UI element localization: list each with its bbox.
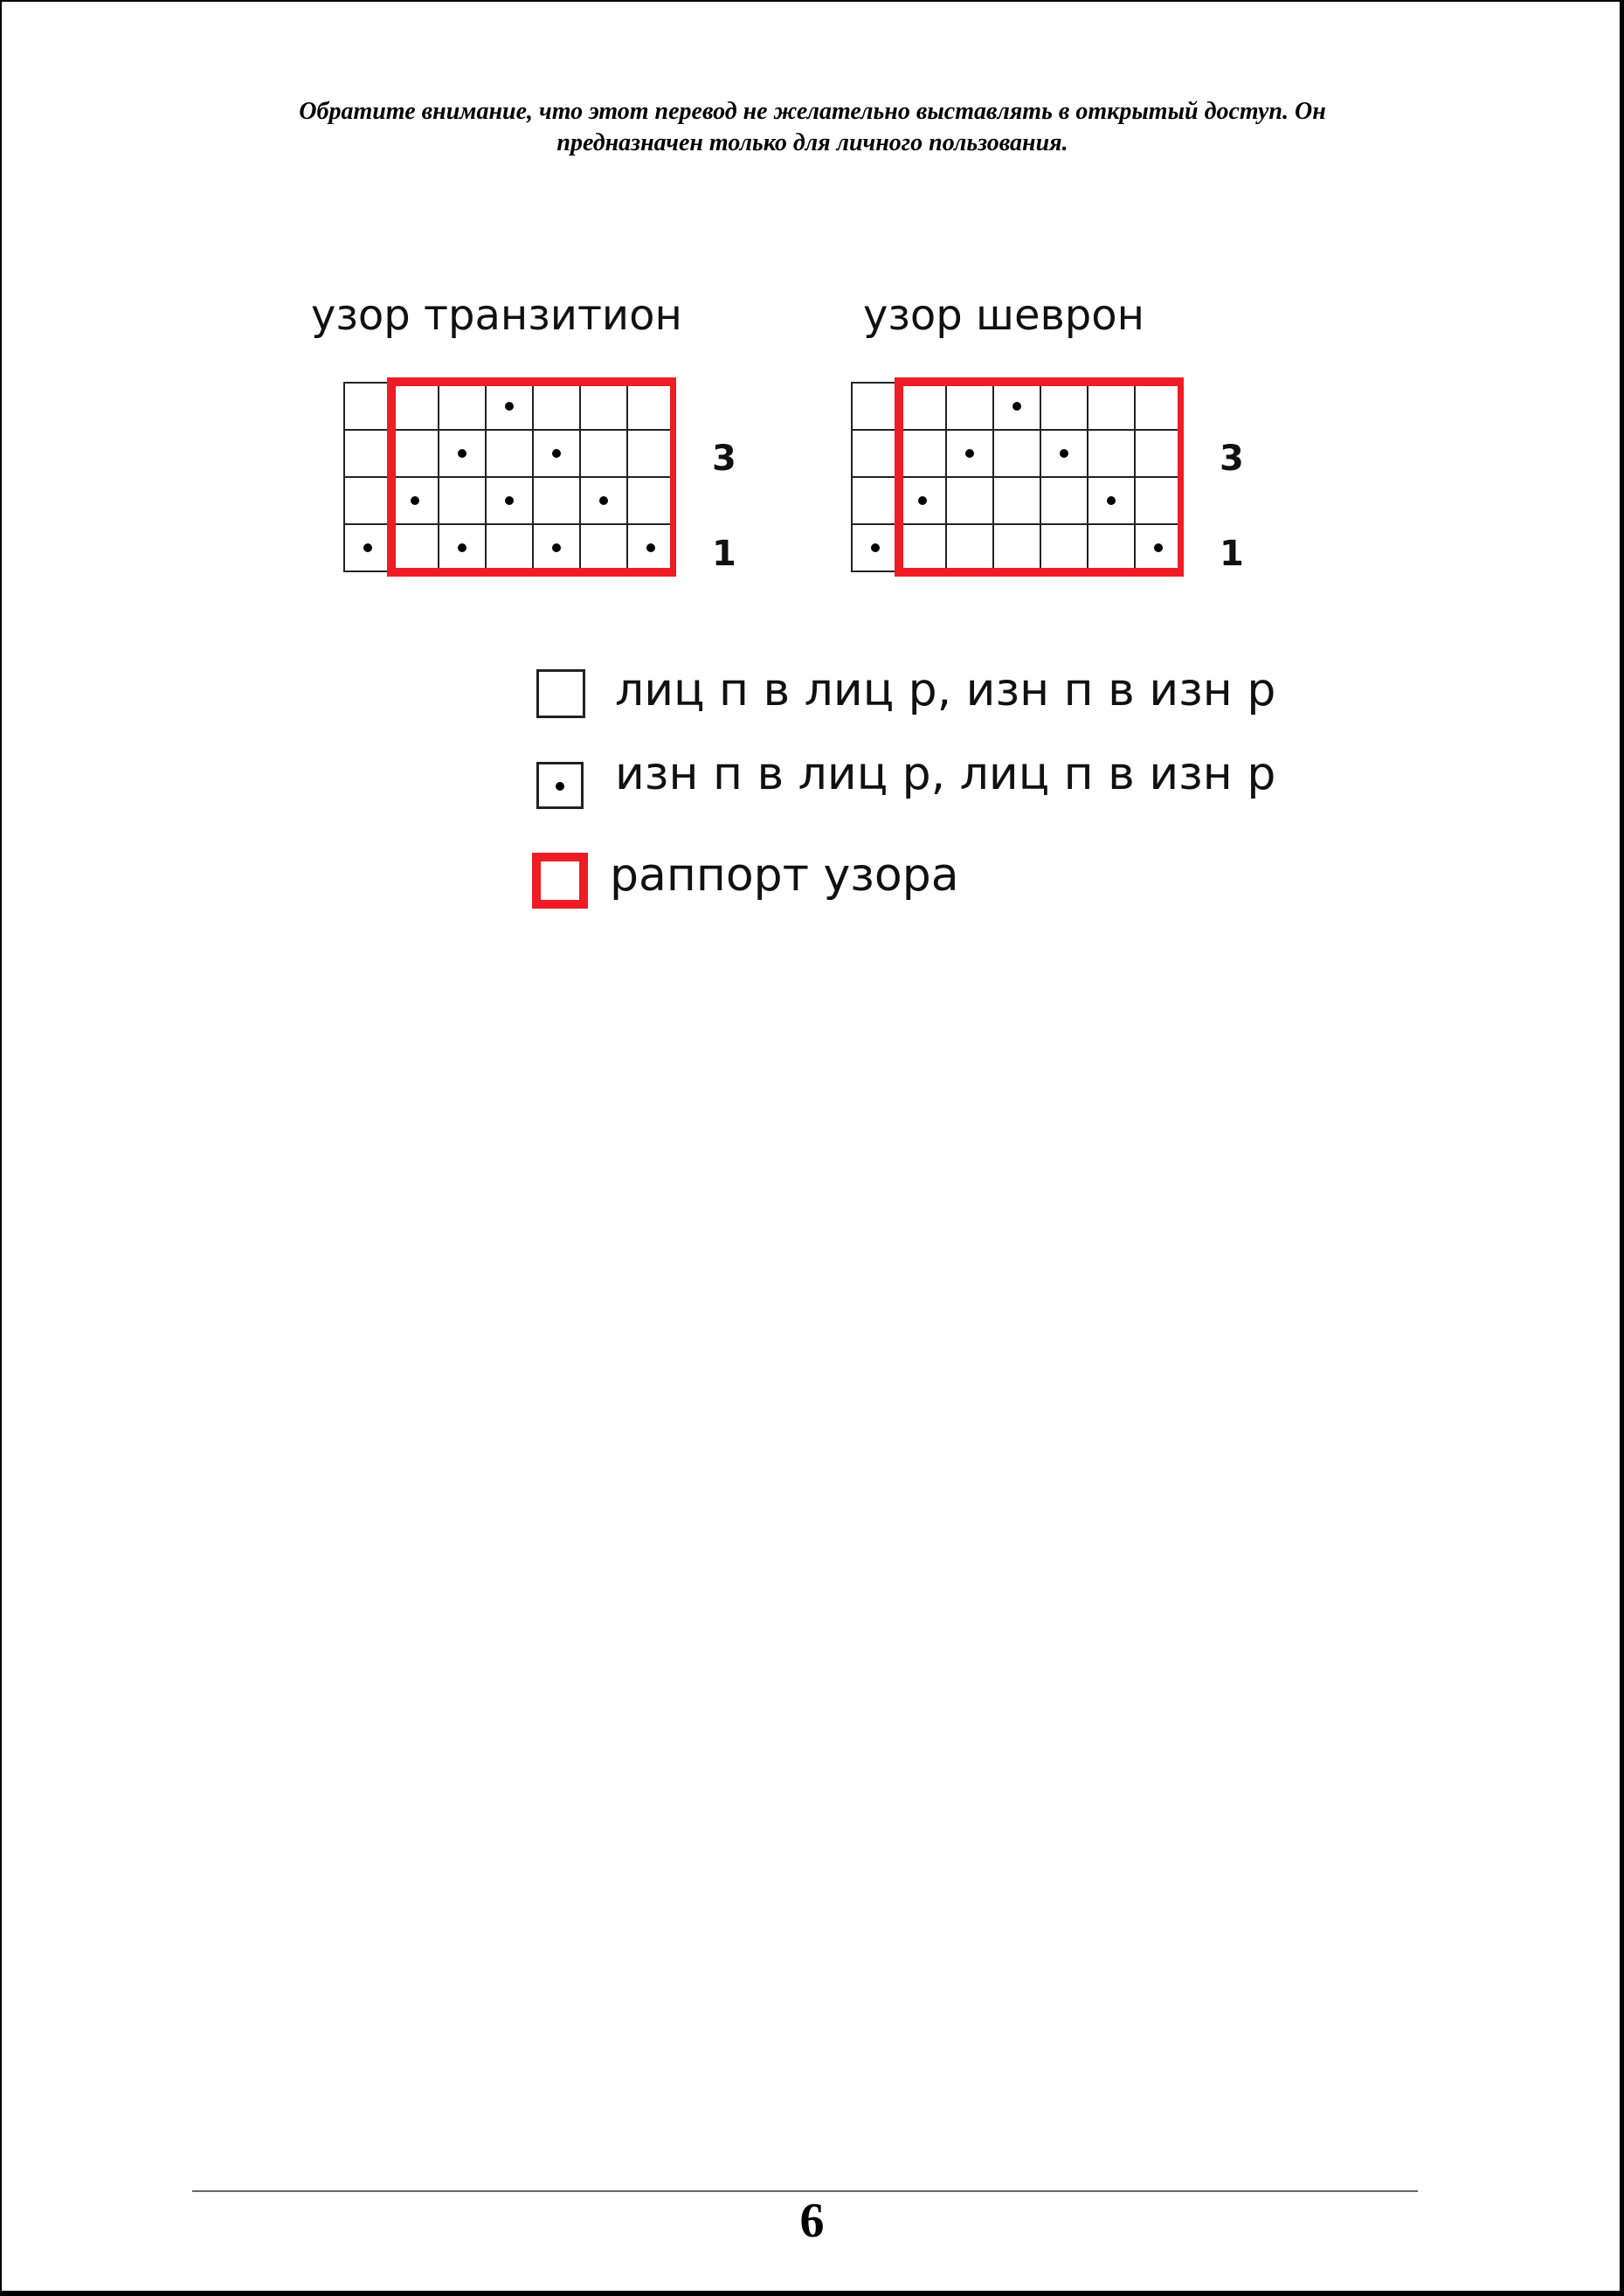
chart-cell: [580, 430, 627, 477]
chart-cell: [1135, 477, 1182, 524]
chart-cell: [946, 524, 993, 571]
purl-dot: [505, 496, 514, 505]
chart-transition-row-label-1: 1: [712, 534, 736, 574]
purl-dot: [411, 496, 419, 505]
chart-chevron-row-label-3: 3: [1220, 439, 1244, 479]
chart-cell: [946, 477, 993, 524]
knit-symbol-icon: [536, 669, 585, 718]
purl-dot: [552, 543, 561, 552]
chart-chevron-row-label-1: 1: [1220, 534, 1244, 574]
chart-cell: [439, 477, 486, 524]
chart-cell: [627, 477, 674, 524]
page-number: 6: [799, 2194, 825, 2248]
chart-cell: [899, 430, 946, 477]
purl-dot: [599, 496, 608, 505]
purl-dot: [505, 402, 514, 411]
notice-line-1: Обратите внимание, что этот перевод не желательно выставлять в открытый доступ. Он: [299, 98, 1326, 125]
notice-line-2: предназначен только для личного пользования.: [556, 129, 1068, 156]
chart-cell: [1135, 383, 1182, 430]
chart-cell: [391, 524, 439, 571]
chart-cell: [852, 477, 899, 524]
translation-notice: [175, 96, 1450, 159]
chart-cell: [899, 524, 946, 571]
chart-cell: [627, 430, 674, 477]
repeat-symbol-icon: [532, 853, 588, 909]
legend-knit-label: лиц п в лиц р, изн п в изн р: [615, 664, 1276, 716]
chart-cell: [1040, 383, 1088, 430]
purl-dot: [1060, 449, 1068, 458]
chart-transition-grid: [339, 377, 676, 578]
purl-dot: [1107, 496, 1116, 505]
purl-dot: [918, 496, 927, 505]
purl-dot: [965, 449, 974, 458]
purl-dot: [1012, 402, 1021, 411]
chart-cell: [1135, 430, 1182, 477]
chart-cell: [439, 383, 486, 430]
chart-cell: [1040, 477, 1088, 524]
chart-cell: [899, 383, 946, 430]
chart-transition-row-label-3: 3: [712, 439, 736, 479]
chart-cell: [533, 383, 580, 430]
chart-cell: [344, 430, 391, 477]
purl-dot: [646, 543, 655, 552]
chart-cell: [1088, 430, 1135, 477]
chart-title-chevron: узор шеврон: [863, 291, 1144, 340]
purl-dot: [871, 543, 880, 552]
chart-cell: [993, 430, 1040, 477]
purl-dot: [363, 543, 372, 552]
purl-symbol-icon: [536, 762, 584, 809]
chart-title-transition: узор транзитион: [311, 291, 682, 340]
legend-repeat-label: раппорт узора: [610, 849, 959, 902]
chart-cell: [391, 383, 439, 430]
chart-cell: [852, 383, 899, 430]
chart-cell: [946, 383, 993, 430]
purl-dot: [458, 543, 466, 552]
chart-cell: [993, 524, 1040, 571]
purl-dot: [458, 449, 466, 458]
chart-cell: [1040, 524, 1088, 571]
legend-purl-label: изн п в лиц р, лиц п в изн р: [615, 748, 1276, 800]
chart-cell: [1088, 524, 1135, 571]
purl-dot: [552, 449, 561, 458]
footer-divider: [192, 2190, 1418, 2192]
chart-cell: [391, 430, 439, 477]
chart-cell: [993, 477, 1040, 524]
chart-cell: [1088, 383, 1135, 430]
chart-cell: [580, 383, 627, 430]
chart-cell: [486, 430, 533, 477]
chart-cell: [486, 524, 533, 571]
chart-cell: [344, 477, 391, 524]
chart-chevron-grid: [847, 377, 1184, 578]
chart-cell: [852, 430, 899, 477]
chart-cell: [627, 383, 674, 430]
purl-dot-icon: [556, 782, 564, 791]
chart-cell: [344, 383, 391, 430]
purl-dot: [1154, 543, 1163, 552]
chart-cell: [580, 524, 627, 571]
chart-cell: [533, 477, 580, 524]
